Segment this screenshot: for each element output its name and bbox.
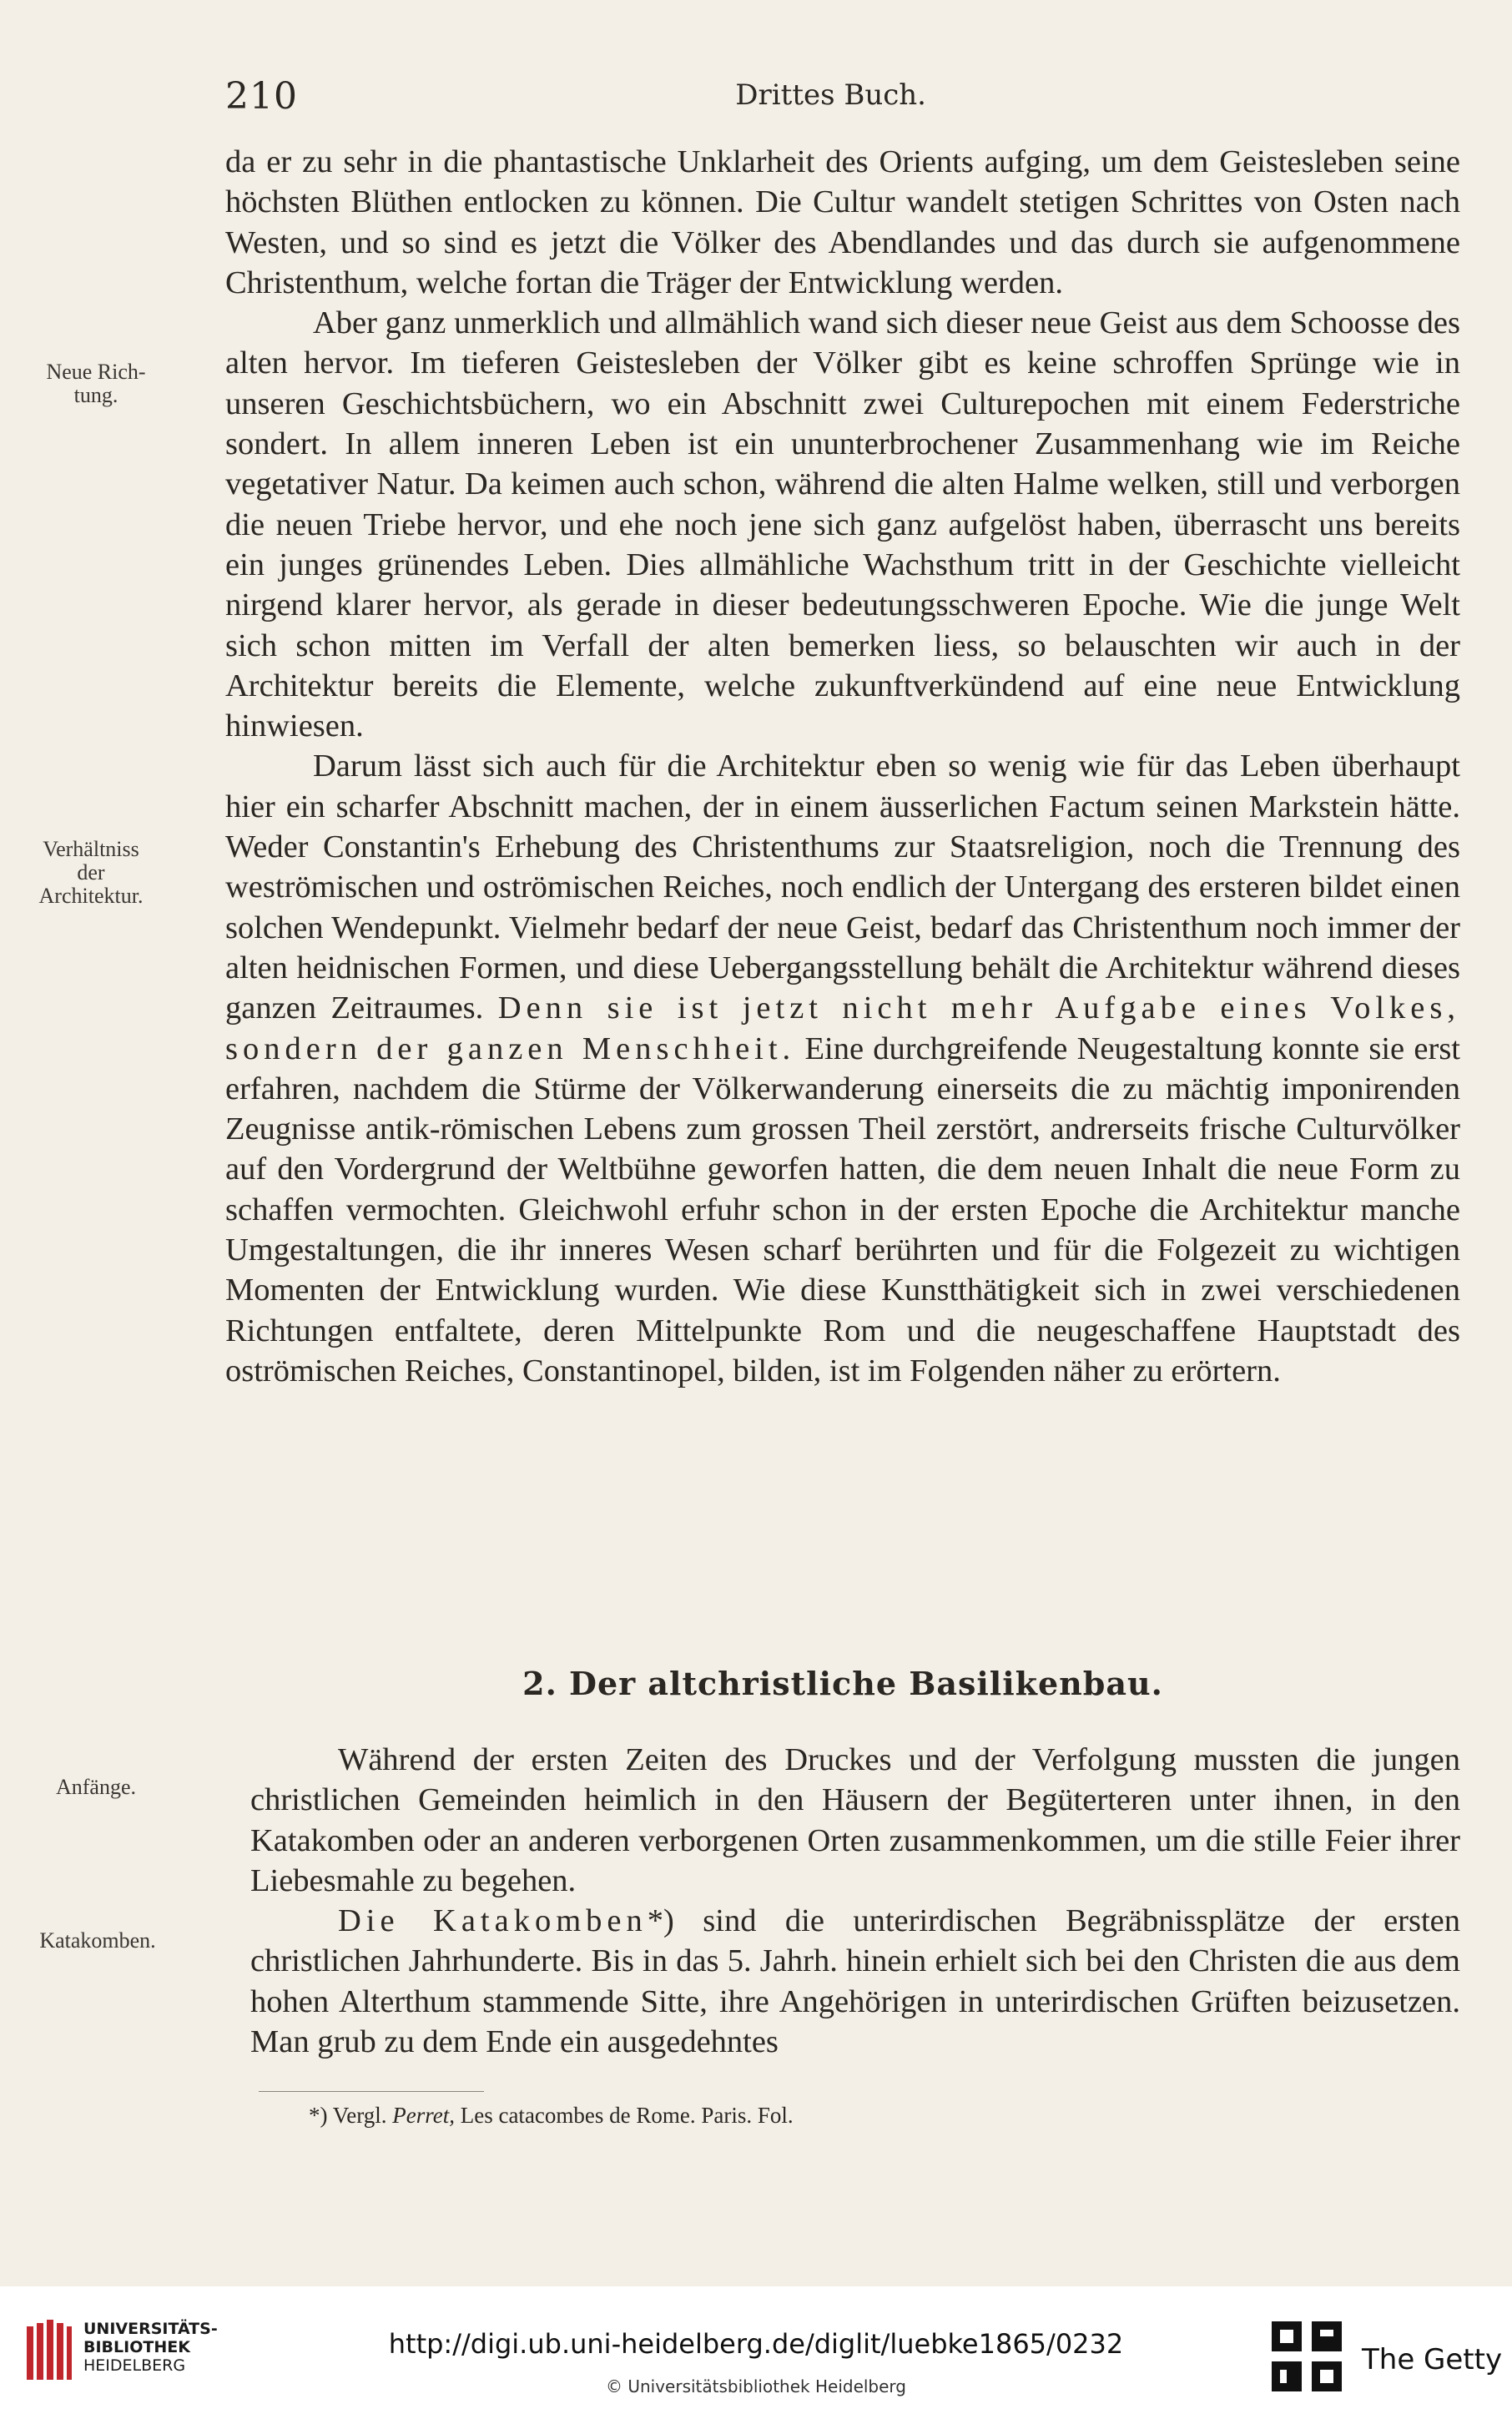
- section-heading: 2. Der altchristliche Basilikenbau.: [522, 1665, 1163, 1702]
- footnote: *) Vergl. Perret, Les catacombes de Rome. Paris. Fol.: [309, 2103, 794, 2128]
- margin-note-neue-richtung: Neue Rich- tung.: [46, 360, 146, 407]
- university-library-name: UNIVERSITÄTS- BIBLIOTHEK HEIDELBERG: [83, 2320, 218, 2375]
- paragraph: Während der ersten Zeiten des Druckes und der Verfolgung mussten die jungen christlichen Gemeinden heimlich in den Häusern der Begüterteren unter ihnen, in den Katakomben oder an anderen verborgenen Orten zusammenkommen, um die stille Feier ihrer Liebesmahle zu begehen.: [250, 1742, 1460, 1898]
- page-header: [225, 75, 1460, 125]
- margin-note-anfaenge: Anfänge.: [55, 1775, 136, 1799]
- footnote-mark: *): [647, 1903, 674, 1939]
- paragraph: Aber ganz unmerklich und allmählich wand sich dieser neue Geist aus dem Schoosse des alten hervor. Im tieferen Geistesleben der Völker gibt es keine schroffen Sprünge wie in unseren Geschichtsbüchern, wo ein Abschnitt zwei Culturepochen mit einem Federstriche sondert. In allem inneren Leben ist ein ununterbrochener Zusammenhang wie im Reiche vegetativer Natur. Da keimen auch schon, während die alten Halme welken, still und verborgen die neuen Triebe hervor, und ehe noch jene sich ganz aufgelöst haben, überrascht uns bereits ein junges grünendes Leben. Dies allmähliche Wachsthum tritt in der Geschichte vielleicht nirgend klarer hervor, als gerade in dieser bedeutungsschweren Epoche. Wie die junge Welt sich schon mitten im Verfall der alten bemerken liess, so belauschten wir auch in der Architektur bereits die Elemente, welche zukunftverkündend auf eine neue Entwicklung hinwiesen.: [225, 305, 1460, 744]
- margin-note-verhaeltniss: Verhältniss der Architektur.: [38, 837, 144, 908]
- page-number: 210: [225, 75, 298, 118]
- copyright-notice: © Universitätsbibliothek Heidelberg: [605, 2376, 906, 2396]
- emphasized-text: Denn sie ist jetzt nicht mehr Aufgabe eines Volkes, sondern der ganzen Menschheit.: [225, 990, 1460, 1066]
- footnote-rule: [259, 2091, 484, 2092]
- footer-bar: [0, 2286, 1512, 2424]
- getty-logo-icon: [1272, 2321, 1342, 2391]
- running-title: Drittes Buch.: [735, 78, 926, 112]
- paragraph: Die Katakomben*) sind die unterirdischen Begräbnissplätze der ersten christlichen Jahrhunderte. Bis in das 5. Jahrh. hinein erhielt sich bei den Christen die aus dem hohen Alterthum stammende Sitte, ihre Angehörigen in unterirdischen Grüften beizusetzen. Man grub zu dem Ende ein ausgedehntes: [250, 1903, 1460, 2060]
- getty-name: The Getty: [1362, 2343, 1503, 2376]
- body-text-section-2: [250, 1740, 1460, 2062]
- body-text: [225, 142, 1460, 1391]
- permalink-url[interactable]: http://digi.ub.uni-heidelberg.de/diglit/luebke1865/0232: [388, 2328, 1124, 2360]
- emphasized-text: Die Katakomben: [338, 1903, 648, 1939]
- margin-note-katakomben: Katakomben.: [39, 1928, 156, 1953]
- paragraph: da er zu sehr in die phantastische Unklarheit des Orients aufging, um dem Geistesleben seine höchsten Blüthen entlocken zu können. Die Cultur wandelt stetigen Schrittes von Osten nach Westen, und so sind es jetzt die Völker des Abendlandes und das durch sie aufgenommene Christenthum, welche fortan die Träger der Entwicklung werden.: [225, 144, 1460, 300]
- paragraph: Darum lässt sich auch für die Architektur eben so wenig wie für das Leben überhaupt hier ein scharfer Abschnitt machen, der in einem äusserlichen Factum seinen Markstein hätte. Weder Constantin's Erhebung des Christenthums zur Staatsreligion, noch die Trennung des weströmischen und oströmischen Reiches, noch endlich der Untergang des ersteren bildet einen solchen Wendepunkt. Vielmehr bedarf der neue Geist, bedarf das Christenthum noch immer der alten heidnischen Formen, und diese Uebergangsstellung behält die Architektur während dieses ganzen Zeitraumes. Denn sie ist jetzt nicht mehr Aufgabe eines Volkes, sondern der ganzen Menschheit. Eine durchgreifende Neugestaltung konnte sie erst erfahren, nachdem die Stürme der Völkerwanderung einerseits die zu mächtig imponirenden Zeugnisse antik-römischen Lebens zum grossen Theil zerstört, andrerseits frische Culturvölker auf den Vordergrund der Weltbühne geworfen hatten, die dem neuen Inhalt die neue Form zu schaffen vermochten. Gleichwohl erfuhr schon in der ersten Epoche die Architektur manche Umgestaltungen, die ihr inneres Wesen scharf berührten und für die Folgezeit zu wichtigen Momenten der Entwicklung wurden. Wie diese Kunstthätigkeit sich in zwei verschiedenen Richtungen entfaltete, deren Mittelpunkte Rom und die neugeschaffene Hauptstadt des oströmischen Reiches, Constantinopel, bilden, ist im Folgenden näher zu erörtern.: [225, 748, 1460, 1388]
